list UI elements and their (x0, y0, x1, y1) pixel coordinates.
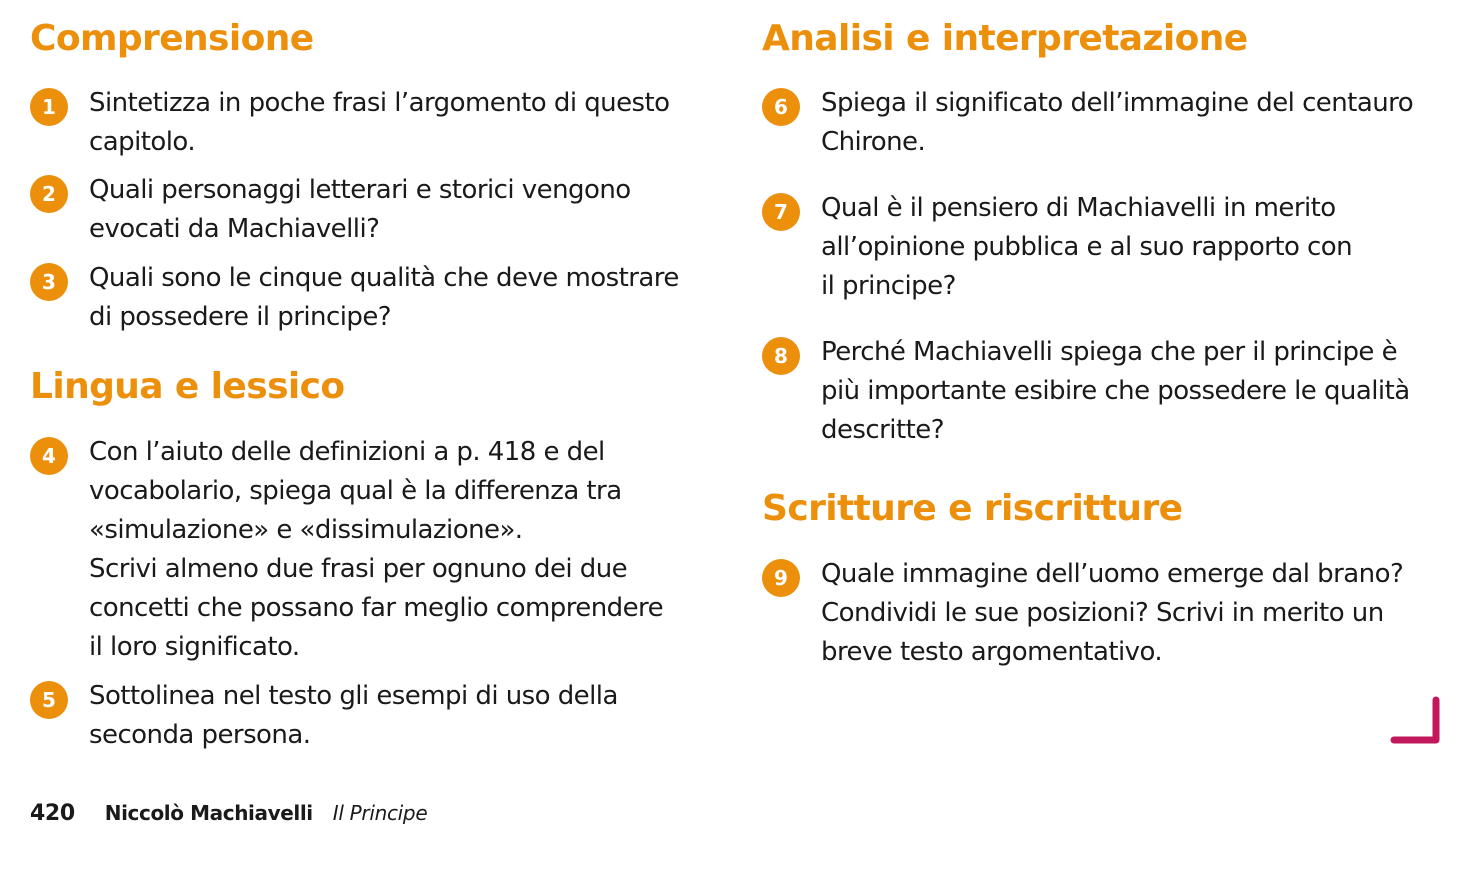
exercise-text: Quali sono le cinque qualità che deve mostrare di possedere il principe? (89, 263, 679, 332)
section-title-scritture-e-riscritture: Scritture e riscritture (762, 488, 1183, 529)
exercise-text: Perché Machiavelli spiega che per il principe è più importante esibire che possedere le qualità descritte? (821, 337, 1410, 445)
exercise-number-badge: 7 (762, 193, 800, 231)
exercise-number-badge: 1 (30, 88, 68, 126)
footer-author: Niccolò Machiavelli (104, 801, 313, 825)
exercise-text: Quale immagine dell’uomo emerge dal brano? Condividi le sue posizioni? Scrivi in merito un breve testo argomentativo. (821, 559, 1404, 667)
exercise-number-badge: 3 (30, 263, 68, 301)
exercise-text: Qual è il pensiero di Machiavelli in merito all’opinione pubblica e al suo rapporto con il principe? (821, 193, 1353, 301)
exercise-text: Sottolinea nel testo gli esempi di uso della seconda persona. (89, 681, 618, 750)
exercise-text: Quali personaggi letterari e storici vengono evocati da Machiavelli? (89, 175, 631, 244)
section-title-lingua-e-lessico: Lingua e lessico (30, 366, 345, 407)
exercise-number-badge: 8 (762, 337, 800, 375)
footer-work-title: Il Principe (332, 801, 428, 825)
exercise-number-badge: 9 (762, 559, 800, 597)
section-title-analisi-e-interpretazione: Analisi e interpretazione (762, 18, 1248, 59)
page-footer (30, 795, 427, 831)
exercise-text: Con l’aiuto delle definizioni a p. 418 e del vocabolario, spiega qual è la differenza tra «simulazione» e «dissimulazione». Scrivi almeno due frasi per ognuno dei due concetti che possano far meglio comprendere il loro significato. (89, 437, 664, 662)
exercise-text: Sintetizza in poche frasi l’argomento di questo capitolo. (89, 88, 670, 157)
section-title-comprensione: Comprensione (30, 18, 314, 59)
exercise-text: Spiega il significato dell’immagine del centauro Chirone. (821, 88, 1414, 157)
exercise-number-badge: 2 (30, 175, 68, 213)
exercise-number-badge: 5 (30, 681, 68, 719)
exercise-number-badge: 6 (762, 88, 800, 126)
end-mark-icon (1390, 696, 1444, 746)
exercise-number-badge: 4 (30, 437, 68, 475)
page-number: 420 (30, 800, 75, 826)
